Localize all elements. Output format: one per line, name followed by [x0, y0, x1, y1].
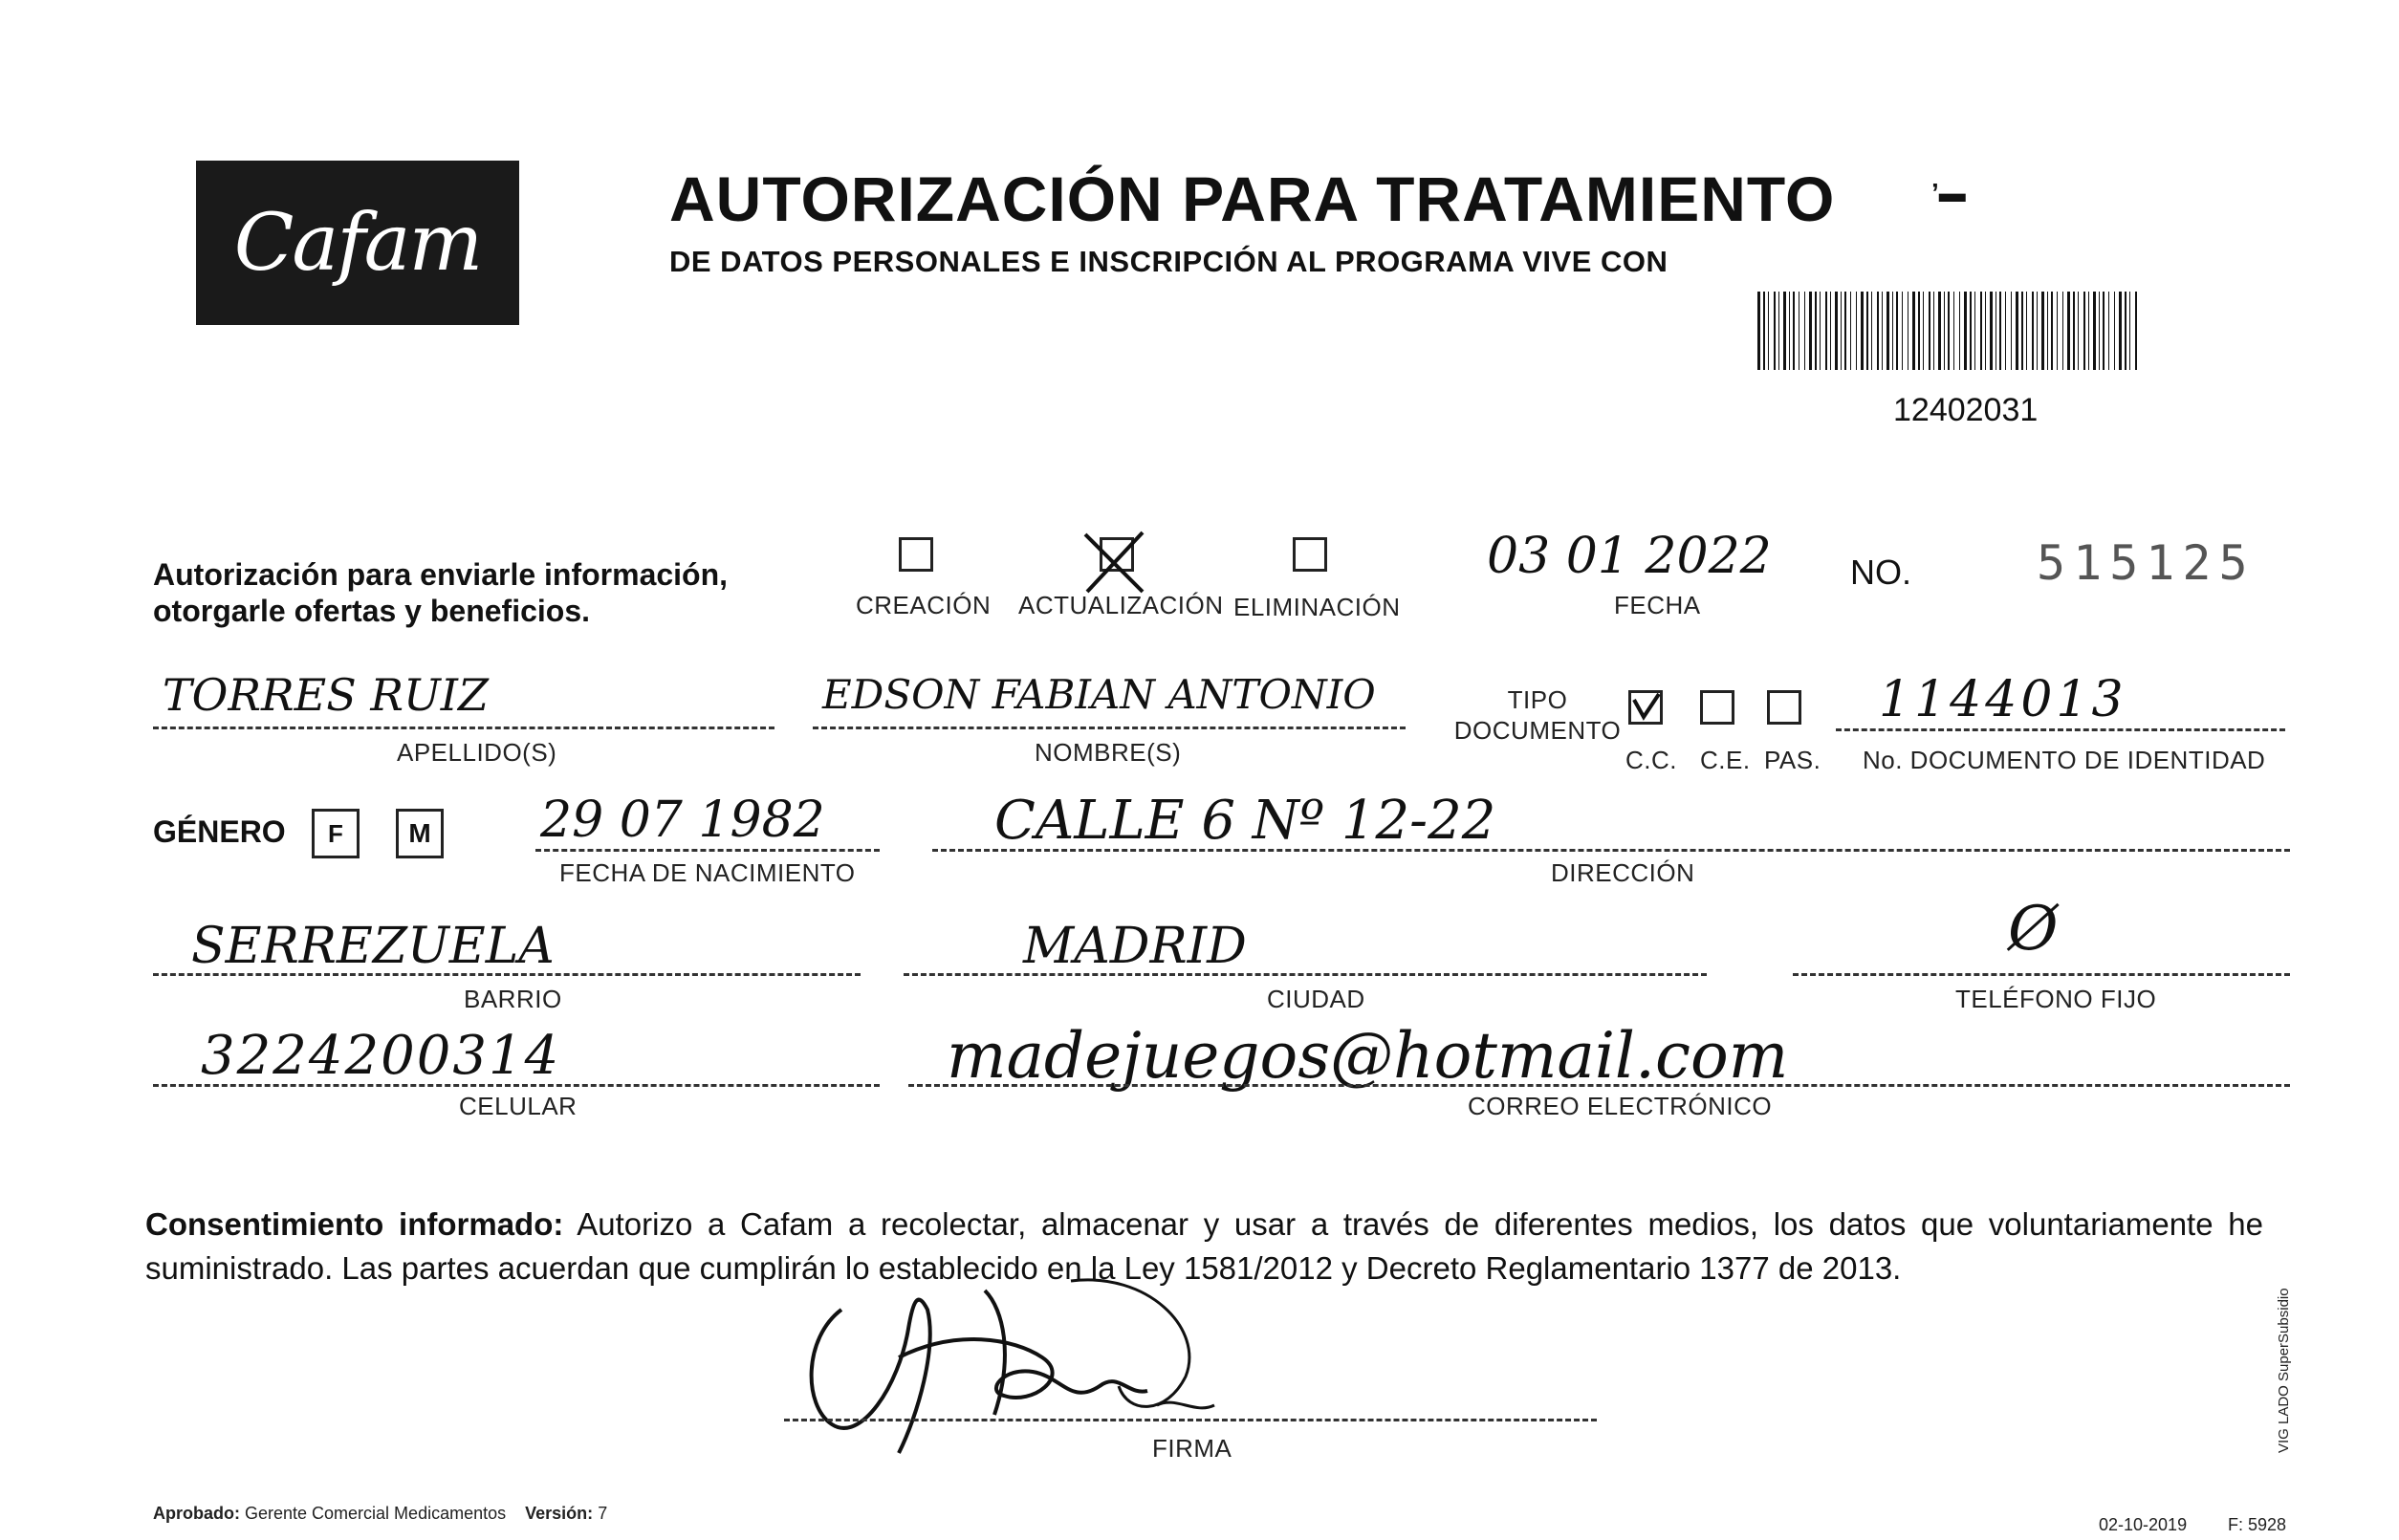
check-x-icon [1076, 525, 1152, 601]
consent-heading: Consentimiento informado: [145, 1206, 564, 1242]
barcode-bar [2016, 292, 2018, 370]
barcode-bar [1923, 292, 1924, 370]
barcode-bar [1999, 292, 2001, 370]
barcode-bar [2057, 292, 2058, 370]
form-title: AUTORIZACIÓN PARA TRATAMIENTO [669, 163, 1836, 234]
barcode-bar [1877, 292, 1879, 370]
no-value: 515125 [2037, 535, 2256, 591]
no-label: NO. [1850, 553, 1912, 592]
firma-label: FIRMA [1152, 1434, 1232, 1463]
barcode-bar [2129, 292, 2130, 370]
barcode-number: 12402031 [1893, 392, 2039, 428]
barcode-bar [1871, 292, 1872, 370]
barcode-bar [1844, 292, 1846, 370]
barcode-bar [2125, 292, 2126, 370]
checkbox-actualizacion[interactable] [1100, 537, 1134, 572]
ciudad-label: CIUDAD [1267, 985, 1365, 1013]
consent-body: Autorizo a Cafam a recolectar, almacenar y usar a través de diferentes medios, los datos que voluntariamente he suministrado. Las partes acuerdan que cumplirán lo establecido en la Ley 1581/2012 y Decreto Reglamentario 1377 de 2013. [145, 1206, 2263, 1286]
label-actualizacion: ACTUALIZACIÓN [1018, 591, 1224, 619]
ciudad-line [904, 973, 1707, 976]
barcode-bar [2088, 292, 2089, 370]
checkbox-eliminacion[interactable] [1293, 537, 1327, 572]
barcode-bar [1918, 292, 1920, 370]
form-subtitle: DE DATOS PERSONALES E INSCRIPCIÓN AL PROGRAMA VIVE CON [669, 245, 1668, 278]
nombres-value[interactable]: EDSON FABIAN ANTONIO [822, 671, 1376, 718]
barcode-bar [2051, 292, 2053, 370]
barcode-bar [2093, 292, 2096, 370]
label-ce: C.E. [1700, 746, 1751, 774]
aprobado-label: Aprobado: [153, 1504, 240, 1523]
barcode-bar [1830, 292, 1831, 370]
barcode-bar [2062, 292, 2063, 370]
barcode-bar [1856, 292, 1857, 370]
telefono-label: TELÉFONO FIJO [1955, 985, 2157, 1013]
barcode-bar [1850, 292, 1851, 370]
barcode-bar [1980, 292, 1982, 370]
apellidos-label: APELLIDO(S) [397, 738, 557, 767]
direccion-label: DIRECCIÓN [1551, 858, 1695, 887]
checkbox-ce[interactable] [1700, 690, 1734, 725]
barcode-bar [1774, 292, 1776, 370]
barcode-bar [2099, 292, 2100, 370]
barcode-bar [1990, 292, 1993, 370]
barcode-bar [1944, 292, 1945, 370]
authorization-text [153, 556, 784, 629]
nacimiento-value[interactable]: 29 07 1982 [540, 792, 825, 849]
barcode-bar [1866, 292, 1868, 370]
signature-image [784, 1271, 1319, 1463]
version-value: 7 [598, 1504, 608, 1523]
barcode-bar [1912, 292, 1915, 370]
firma-line [784, 1419, 1597, 1421]
date-label: FECHA [1614, 591, 1701, 619]
date-value[interactable]: 03 01 2022 [1487, 528, 1772, 585]
label-creacion: CREACIÓN [856, 591, 992, 619]
barcode-bar [1778, 292, 1779, 370]
barcode-bar [2011, 292, 2012, 370]
barcode-bar [2073, 292, 2075, 370]
barcode-bar [1974, 292, 1975, 370]
barcode-bar [1783, 292, 1786, 370]
direccion-value[interactable]: CALLE 6 Nº 12-22 [994, 790, 1496, 852]
celular-line [153, 1084, 880, 1087]
checkbox-pas[interactable] [1767, 690, 1801, 725]
barcode-bar [1789, 292, 1790, 370]
barcode-bar [1861, 292, 1864, 370]
checkbox-m[interactable] [396, 809, 444, 858]
barcode-bar [2078, 292, 2079, 370]
barcode-bar [1763, 292, 1765, 370]
barcode-bar [1820, 292, 1821, 370]
checkbox-cc[interactable] [1628, 690, 1663, 725]
barcode-bar [2119, 292, 2122, 370]
barcode-bar [2114, 292, 2115, 370]
label-eliminacion: ELIMINACIÓN [1233, 593, 1401, 621]
label-pas: PAS. [1764, 746, 1821, 774]
barcode-bar [1809, 292, 1812, 370]
documento-line [1836, 728, 2285, 731]
nombres-line [813, 727, 1406, 729]
barcode-bar [2047, 292, 2048, 370]
documento-label: No. DOCUMENTO DE IDENTIDAD [1863, 746, 2266, 774]
barcode-bar [1892, 292, 1893, 370]
documento-value[interactable]: 1144013 [1879, 671, 2127, 728]
barcode-bar [1929, 292, 1930, 370]
barrio-label: BARRIO [464, 985, 562, 1013]
barcode-bar [1938, 292, 1941, 370]
correo-line [908, 1084, 2290, 1087]
check-mark-icon [1628, 690, 1663, 725]
celular-label: CELULAR [459, 1092, 578, 1120]
barcode-bar [1768, 292, 1769, 370]
nacimiento-label: FECHA DE NACIMIENTO [559, 858, 856, 887]
celular-value[interactable]: 3224200314 [201, 1025, 561, 1087]
barcode-bar [1886, 292, 1889, 370]
authorization-text-content: Autorización para enviarle información, otorgarle ofertas y beneficios. [153, 557, 729, 628]
barcode-bar [2135, 292, 2137, 370]
barcode-bar [1959, 292, 1960, 370]
side-text: VIG LADO SuperSubsidio [2276, 1288, 2292, 1453]
barcode-bar [1804, 292, 1805, 370]
ciudad-value[interactable]: MADRID [1023, 918, 1247, 975]
barcode-bar [1933, 292, 1934, 370]
barcode-bar [2103, 292, 2105, 370]
barcode-bar [2032, 292, 2034, 370]
barcode-bar [1815, 292, 1817, 370]
apellidos-value[interactable]: TORRES RUIZ [163, 669, 489, 721]
barcode-bar [1970, 292, 1972, 370]
barcode-bar [1793, 292, 1795, 370]
tipo-documento-label: TIPO DOCUMENTO [1453, 685, 1622, 745]
barcode-bar [2037, 292, 2038, 370]
barcode-bar [1953, 292, 1954, 370]
genero-f-label: F [328, 818, 343, 848]
genero-m-label: M [408, 818, 431, 848]
barrio-line [153, 973, 861, 976]
barcode-bar [1964, 292, 1967, 370]
barcode-bar [2005, 292, 2006, 370]
barcode-bar [1825, 292, 1827, 370]
barcode-bar [2021, 292, 2023, 370]
telefono-line [1793, 973, 2290, 976]
direccion-line [932, 849, 2290, 852]
barcode-bar [1948, 292, 1950, 370]
genero-label: GÉNERO [153, 814, 286, 849]
barcode-bar [2083, 292, 2085, 370]
correo-value[interactable]: madejuegos@hotmail.com [947, 1019, 1789, 1093]
barcode-bar [1985, 292, 1986, 370]
barcode-bar [1896, 292, 1898, 370]
checkbox-f[interactable] [312, 809, 360, 858]
cafam-logo: Cafam [196, 161, 519, 325]
barrio-value[interactable]: SERREZUELA [191, 918, 555, 975]
footer-date: 02-10-2019 [2099, 1515, 2188, 1534]
barcode-bar [1757, 292, 1760, 370]
barcode [1757, 292, 2140, 370]
apellidos-line [153, 727, 774, 729]
correo-label: CORREO ELECTRÓNICO [1468, 1092, 1773, 1120]
footer-code: F: 5928 [2228, 1515, 2287, 1534]
checkbox-creacion[interactable] [899, 537, 933, 572]
nacimiento-line [535, 849, 880, 852]
telefono-value[interactable]: Ø [2008, 894, 2059, 965]
barcode-bar [2108, 292, 2109, 370]
barcode-bar [2041, 292, 2044, 370]
nombres-label: NOMBRE(S) [1035, 738, 1182, 767]
footer-approval [153, 1504, 607, 1524]
barcode-bar [1835, 292, 1838, 370]
barcode-bar [2067, 292, 2070, 370]
barcode-bar [1902, 292, 1903, 370]
barcode-bar [1841, 292, 1842, 370]
barcode-bar [1882, 292, 1883, 370]
barcode-bar [2026, 292, 2027, 370]
scan-mark: ʼ▬ [1931, 178, 1966, 207]
aprobado-value: Gerente Comercial Medicamentos [245, 1504, 507, 1523]
version-label: Versión: [525, 1504, 594, 1523]
label-cc: C.C. [1625, 746, 1677, 774]
